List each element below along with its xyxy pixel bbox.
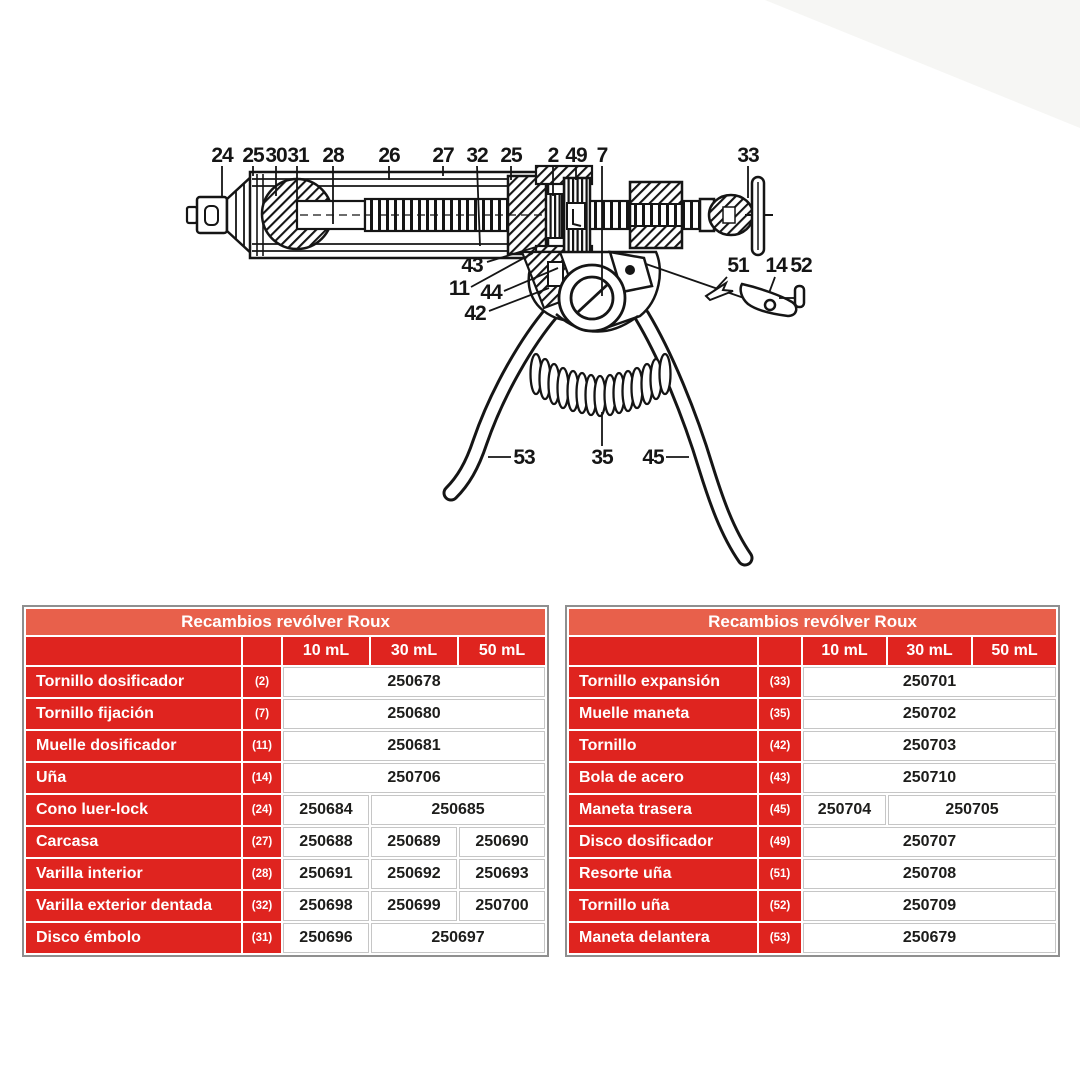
part-number-cell: 250696 — [283, 923, 369, 953]
part-number-cell: 250678 — [283, 667, 545, 697]
part-number-cell: 250702 — [803, 699, 1056, 729]
part-ref-cell: (52) — [759, 891, 801, 921]
part-row — [26, 667, 545, 697]
part-number-cell: 250708 — [803, 859, 1056, 889]
part-number-cell: 250689 — [371, 827, 457, 857]
part-row — [26, 699, 545, 729]
part-number-cell: 250700 — [459, 891, 545, 921]
dosing-gear — [546, 194, 562, 238]
part-label-31: 31 — [287, 144, 309, 167]
part-label-27: 27 — [432, 144, 454, 167]
part-ref-cell: (11) — [243, 731, 281, 761]
part-number-cell: 250705 — [888, 795, 1056, 825]
part-label-51: 51 — [727, 254, 749, 277]
empty-header-cell — [243, 637, 281, 665]
part-row — [569, 699, 1056, 729]
part-name-cell: Resorte uña — [569, 859, 757, 889]
part-ref-cell: (7) — [243, 699, 281, 729]
part-label-52: 52 — [790, 254, 812, 277]
part-ref-cell: (31) — [243, 923, 281, 953]
expansion-screw — [700, 177, 773, 255]
part-ref-cell: (53) — [759, 923, 801, 953]
part-number-cell: 250697 — [371, 923, 545, 953]
part-number-cell: 250692 — [371, 859, 457, 889]
part-number-cell: 250679 — [803, 923, 1056, 953]
claw-screw — [795, 286, 804, 307]
part-label-25a: 25 — [242, 144, 264, 167]
part-row — [569, 859, 1056, 889]
part-name-cell: Muelle dosificador — [26, 731, 241, 761]
part-ref-cell: (42) — [759, 731, 801, 761]
part-label-44: 44 — [480, 281, 502, 304]
part-name-cell: Cono luer-lock — [26, 795, 241, 825]
part-ref-cell: (33) — [759, 667, 801, 697]
empty-header-cell — [759, 637, 801, 665]
size-col-10ml: 10 mL — [283, 637, 369, 665]
part-label-26: 26 — [378, 144, 400, 167]
size-col-10ml: 10 mL — [803, 637, 886, 665]
part-number-cell: 250706 — [283, 763, 545, 793]
part-name-cell: Bola de acero — [569, 763, 757, 793]
part-number-cell: 250710 — [803, 763, 1056, 793]
size-col-50ml: 50 mL — [459, 637, 545, 665]
part-name-cell: Varilla interior — [26, 859, 241, 889]
part-ref-cell: (49) — [759, 827, 801, 857]
table-title: Recambios revólver Roux — [569, 609, 1056, 635]
luer-lock-tip — [187, 176, 252, 254]
part-name-cell: Varilla exterior dentada — [26, 891, 241, 921]
part-name-cell: Maneta delantera — [569, 923, 757, 953]
part-ref-cell: (27) — [243, 827, 281, 857]
part-number-cell: 250688 — [283, 827, 369, 857]
part-name-cell: Tornillo — [569, 731, 757, 761]
part-ref-cell: (32) — [243, 891, 281, 921]
parts-table-left — [22, 605, 549, 957]
part-ref-cell: (14) — [243, 763, 281, 793]
part-name-cell: Tornillo fijación — [26, 699, 241, 729]
part-row — [26, 827, 545, 857]
rear-handle — [642, 316, 745, 558]
part-row — [26, 795, 545, 825]
part-label-43: 43 — [461, 254, 483, 277]
part-number-cell: 250685 — [371, 795, 545, 825]
part-name-cell: Disco dosificador — [569, 827, 757, 857]
part-ref-cell: (35) — [759, 699, 801, 729]
empty-header-cell — [26, 637, 241, 665]
part-number-cell: 250680 — [283, 699, 545, 729]
part-number-cell: 250693 — [459, 859, 545, 889]
part-label-28: 28 — [322, 144, 344, 167]
part-label-33: 33 — [737, 144, 759, 167]
claw-assembly — [706, 283, 804, 316]
size-col-50ml: 50 mL — [973, 637, 1056, 665]
part-row — [569, 923, 1056, 953]
table-title: Recambios revólver Roux — [26, 609, 545, 635]
part-ref-cell: (24) — [243, 795, 281, 825]
part-number-cell: 250690 — [459, 827, 545, 857]
part-name-cell: Muelle maneta — [569, 699, 757, 729]
part-label-25b: 25 — [500, 144, 522, 167]
part-ref-cell: (2) — [243, 667, 281, 697]
part-number-cell: 250709 — [803, 891, 1056, 921]
part-row — [26, 891, 545, 921]
part-label-7: 7 — [596, 144, 608, 167]
part-number-cell: 250704 — [803, 795, 886, 825]
part-row — [26, 731, 545, 761]
part-name-cell: Maneta trasera — [569, 795, 757, 825]
part-label-49: 49 — [565, 144, 587, 167]
part-ref-cell: (45) — [759, 795, 801, 825]
part-ref-cell: (43) — [759, 763, 801, 793]
part-name-cell: Tornillo expansión — [569, 667, 757, 697]
dosing-mechanism — [536, 166, 700, 264]
part-row — [569, 763, 1056, 793]
handle-spring — [531, 354, 671, 416]
part-name-cell: Carcasa — [26, 827, 241, 857]
part-number-cell: 250684 — [283, 795, 369, 825]
parts-table-right — [565, 605, 1060, 957]
part-label-30: 30 — [265, 144, 287, 167]
part-name-cell: Tornillo uña — [569, 891, 757, 921]
part-ref-cell: (28) — [243, 859, 281, 889]
part-row — [569, 891, 1056, 921]
part-label-11: 11 — [448, 277, 470, 300]
size-header-row — [26, 637, 545, 665]
part-row — [569, 795, 1056, 825]
size-col-30ml: 30 mL — [371, 637, 457, 665]
part-label-35: 35 — [591, 446, 613, 469]
part-name-cell: Tornillo dosificador — [26, 667, 241, 697]
part-name-cell: Uña — [26, 763, 241, 793]
front-handle — [451, 312, 552, 493]
part-number-cell: 250691 — [283, 859, 369, 889]
part-label-32: 32 — [466, 144, 488, 167]
part-label-24: 24 — [211, 144, 233, 167]
part-name-cell: Disco émbolo — [26, 923, 241, 953]
part-label-14: 14 — [765, 254, 787, 277]
part-row — [26, 923, 545, 953]
size-col-30ml: 30 mL — [888, 637, 971, 665]
part-label-53: 53 — [513, 446, 535, 469]
empty-header-cell — [569, 637, 757, 665]
part-number-cell: 250699 — [371, 891, 457, 921]
part-number-cell: 250681 — [283, 731, 545, 761]
part-number-cell: 250707 — [803, 827, 1056, 857]
part-row — [26, 859, 545, 889]
part-row — [569, 827, 1056, 857]
part-label-2: 2 — [547, 144, 559, 167]
part-row — [569, 667, 1056, 697]
part-number-cell: 250703 — [803, 731, 1056, 761]
part-number-cell: 250698 — [283, 891, 369, 921]
part-row — [26, 763, 545, 793]
size-header-row — [569, 637, 1056, 665]
toothed-rod-outer — [590, 201, 700, 229]
part-number-cell: 250701 — [803, 667, 1056, 697]
part-label-45: 45 — [642, 446, 664, 469]
part-label-42: 42 — [464, 302, 486, 325]
part-ref-cell: (51) — [759, 859, 801, 889]
part-row — [569, 731, 1056, 761]
